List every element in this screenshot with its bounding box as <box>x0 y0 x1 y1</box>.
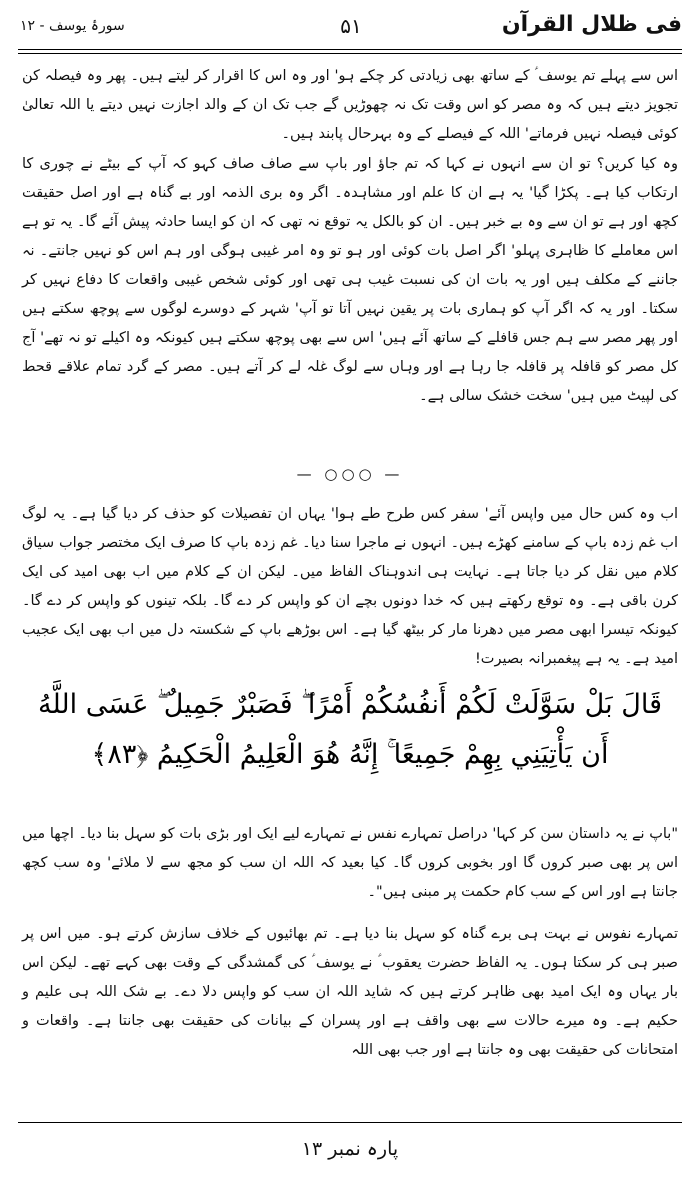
section-separator: — ○○○ — <box>296 465 404 483</box>
paragraph-1: اس سے پہلے تم یوسف ؑ کے ساتھ بھی زیادتی کر چکے ہو' اور وہ اس کا اقرار کر لیتے ہیں۔ پھر وہ فیصلہ کن تجویز دیتے ہیں کہ وہ مصر کو اس وقت تک نہ چھوڑیں گے جب تک ان کے والد اجازت نہیں دیتے یا اللہ تعالیٰ کوئی فیصلہ نہیں فرماتے' اللہ کے فیصلے کے وہ بہرحال پابند ہیں۔ <box>22 68 678 142</box>
book-title: فی ظلال القرآن <box>501 12 682 37</box>
page-header <box>20 8 682 48</box>
header-rule-bottom <box>18 53 682 54</box>
para-label: پارہ نمبر ۱۳ <box>301 1138 399 1160</box>
page-number: ۵۱ <box>340 14 362 38</box>
header-rule-top <box>18 49 682 50</box>
paragraph-4: "باپ نے یہ داستان سن کر کہا' دراصل تمہارے نفس نے تمہارے لیے ایک اور بڑی بات کو سہل بنا دیا۔ اچھا میں اس پر بھی صبر کروں گا اور بخوبی کروں گا۔ کیا بعید کہ اللہ ان سب کو مجھ سے لا ملائے' وہ سب کچھ جانتا ہے اور اس کے سب کام حکمت پر مبنی ہیں"۔ <box>22 826 678 900</box>
surah-label: سورۂ یوسف - ۱۲ <box>20 18 125 34</box>
quran-verse-block <box>30 680 670 790</box>
footer-rule <box>18 1122 682 1123</box>
quran-verse-line-1: قَالَ بَلْ سَوَّلَتْ لَكُمْ أَنفُسُكُمْ أَمْرًا ۖ فَصَبْرٌ جَمِيلٌ ۖ عَسَى اللَّهُ <box>38 689 662 720</box>
paragraph-3: اب وہ کس حال میں واپس آئے' سفر کس طرح طے ہوا' یہاں ان تفصیلات کو حذف کر دیا گیا ہے۔ یہ لوگ اب غم زدہ باپ کے سامنے کھڑے ہیں۔ انہوں نے ماجرا سنا دیا۔ غم زدہ باپ کا صرف ایک مختصر جواب سیاق کلام میں نقل کر دیا جاتا ہے۔ نہایت ہی اندوہناک الفاظ میں۔ لیکن ان کے کلام میں اب بھی امید کی ایک کرن باقی ہے۔ وہ توقع رکھتے ہیں کہ خدا دونوں بچے ان کو واپس کر دے گا۔ بلکہ تینوں کو واپس کر دے گا۔ کیونکہ تیسرا ابھی مصر میں دھرنا مار کر بیٹھ گیا ہے۔ اس بوڑھے باپ کے شکستہ دل میں اب بھی ایک عجیب امید ہے۔ یہ ہے پیغمبرانہ بصیرت! <box>22 506 678 667</box>
paragraph-5: تمہارے نفوس نے بہت ہی برے گناہ کو سہل بنا دیا ہے۔ تم بھائیوں کے خلاف سازش کرتے ہو۔ میں اس پر صبر ہی کر سکتا ہوں۔ یہ الفاظ حضرت یعقوب ؑ نے یوسف ؑ کی گمشدگی کے وقت بھی کہے تھے۔ لیکن اس بار یہاں وہ ایک امید بھی ظاہر کرتے ہیں کہ شاید اللہ ان سب کو واپس دلا دے۔ بے شک اللہ ہی علیم و حکیم ہے۔ وہ میرے حالات سے بھی واقف ہے اور پسران کے بیانات کی حقیقت بھی جانتا ہے۔ واقعات و امتحانات کی حقیقت بھی وہ جانتا ہے اور جب بھی اللہ <box>22 926 678 1058</box>
quran-verse-line-2: أَن يَأْتِيَنِي بِهِمْ جَمِيعًا ۚ إِنَّهُ هُوَ الْعَلِيمُ الْحَكِيمُ ﴿٨٣﴾ <box>91 739 609 770</box>
paragraph-2: وہ کیا کریں؟ تو ان سے انہوں نے کہا کہ تم جاؤ اور باپ سے صاف صاف کہو کہ آپ کے بیٹے نے چوری کا ارتکاب کیا ہے۔ پکڑا گیا' یہ ہے ان کا علم اور مشاہدہ۔ اگر وہ بری الذمہ اور بے گناہ ہے اور اصل حقیقت کچھ اور ہے تو ان سے وہ بے خبر ہیں۔ ان کو بالکل یہ توقع نہ تھی کہ ان کو ایسا حادثہ پیش آئے گا۔ یہ تو ہے اس معاملے کا ظاہری پہلو' اگر اصل بات کوئی اور ہو تو وہ امر غیبی ہوگی اور ہم اس کو نہیں جانتے۔ نہ جاننے کے مکلف ہیں اور یہ بات ان کی نسبت غیب ہی تھی اور کوئی شخص غیبی واقعات کا دفاع نہیں کر سکتا۔ اور یہ کہ اگر آپ کو ہماری بات پر یقین نہیں آتا تو آپ' شہر کے دوسرے لوگوں سے پوچھ سکتے ہیں اور پھر مصر سے ہم جس قافلے کے ساتھ آئے ہیں' اس سے بھی پوچھ سکتے ہیں کیونکہ وہ اکیلے تو نہ تھے' آج کل مصر کو قافلہ پر قافلہ جا رہا ہے اور وہاں سے لوگ غلہ لے کر آتے ہیں۔ مصر کے گرد تمام علاقے قحط کی لپیٹ میں ہیں' سخت خشک سالی ہے۔ <box>22 156 678 404</box>
